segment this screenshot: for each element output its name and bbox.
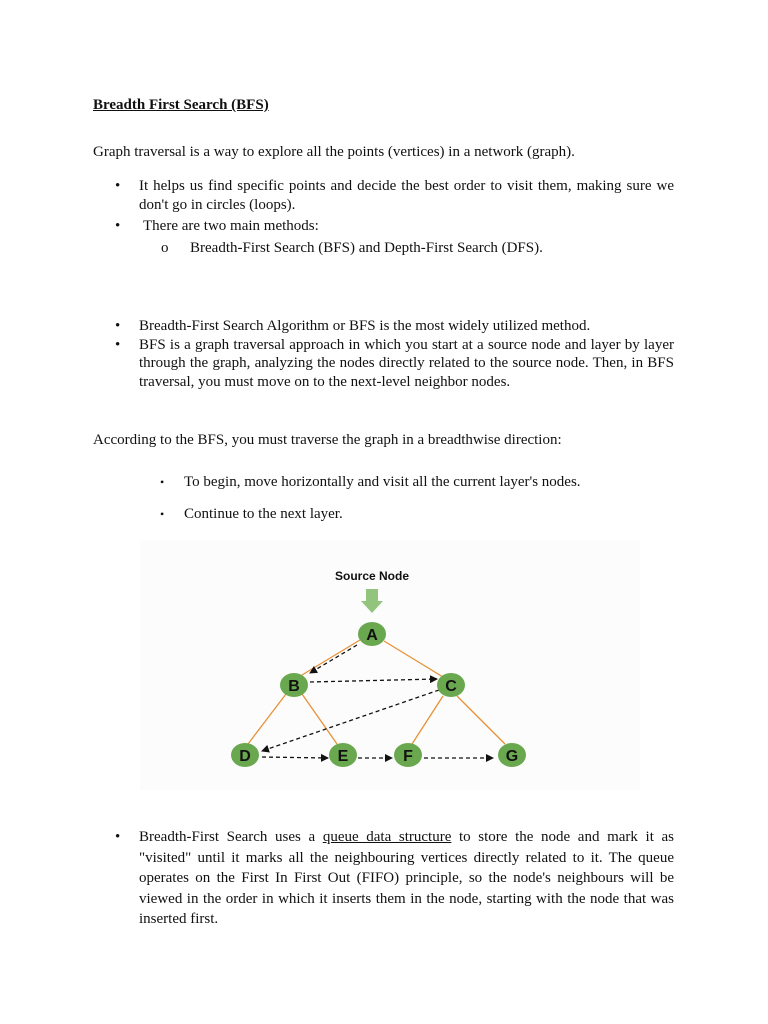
bfs-diagram xyxy=(140,540,640,790)
bullet-list-3 xyxy=(0,827,675,930)
node-f-label: F xyxy=(403,748,413,765)
queue-data-structure-link[interactable]: queue data structure xyxy=(322,829,452,845)
node-e xyxy=(329,743,357,767)
circle-bullet-icon: o xyxy=(161,240,169,256)
list-item xyxy=(115,827,675,930)
node-f xyxy=(394,743,422,767)
node-g xyxy=(498,743,526,767)
bullet-icon: • xyxy=(160,507,165,521)
bullet-list-2 xyxy=(0,317,674,391)
node-a-label: A xyxy=(366,627,378,644)
node-c-label: C xyxy=(445,678,457,695)
bullet-icon: • xyxy=(115,829,121,845)
list-item-text: Breadth-First Search Algorithm or BFS is the most widely utilized method. xyxy=(139,318,591,334)
node-b-label: B xyxy=(288,678,300,695)
step-text: Continue to the next layer. xyxy=(184,506,343,522)
list-item-text: to store the node and mark it as "visited" until it marks all the neighbouring vertices directly related to it. The queue operates on the First In First Out (FIFO) principle, so the node's neighbours will be viewed in the order in which it inserts them in the node, starting with the node that was inserted first. xyxy=(139,829,675,927)
node-a xyxy=(358,622,386,646)
bullet-icon: • xyxy=(115,336,121,353)
step-text: To begin, move horizontally and visit all the current layer's nodes. xyxy=(184,474,581,490)
node-g-label: G xyxy=(505,748,519,765)
node-b xyxy=(280,673,308,697)
bullet-icon: • xyxy=(115,318,121,334)
list-item xyxy=(115,317,674,336)
list-item xyxy=(115,336,674,392)
source-node-label: Source Node xyxy=(334,569,410,583)
node-c xyxy=(437,673,465,697)
node-d xyxy=(231,743,259,767)
according-paragraph: According to the BFS, you must traverse the graph in a breadthwise direction: xyxy=(93,432,562,448)
list-item-text: There are two main methods: xyxy=(143,218,319,234)
bullet-icon: • xyxy=(160,475,165,489)
list-item-text: It helps us find specific points and decide the best order to visit them, making sure we don't go in circles (loops). xyxy=(139,178,674,213)
node-e-label: E xyxy=(337,748,349,765)
bullet-icon: • xyxy=(115,218,121,234)
sub-list-item-text: Breadth-First Search (BFS) and Depth-First Search (DFS). xyxy=(190,240,543,256)
node-d-label: D xyxy=(239,748,251,765)
bullet-icon: • xyxy=(115,178,121,194)
bullet-list-1 xyxy=(0,177,674,236)
list-item-text: BFS is a graph traversal approach in which you start at a source node and layer by layer through the graph, analyzing the nodes directly related to the source node. Then, in BFS traversal, you must move on to the next-level neighbor nodes. xyxy=(139,336,674,390)
list-item xyxy=(115,177,674,214)
page-title: Breadth First Search (BFS) xyxy=(93,97,269,113)
list-item xyxy=(115,217,674,236)
list-item-text: Breadth-First Search uses a xyxy=(139,829,323,845)
intro-paragraph: Graph traversal is a way to explore all the points (vertices) in a network (graph). xyxy=(93,144,575,160)
